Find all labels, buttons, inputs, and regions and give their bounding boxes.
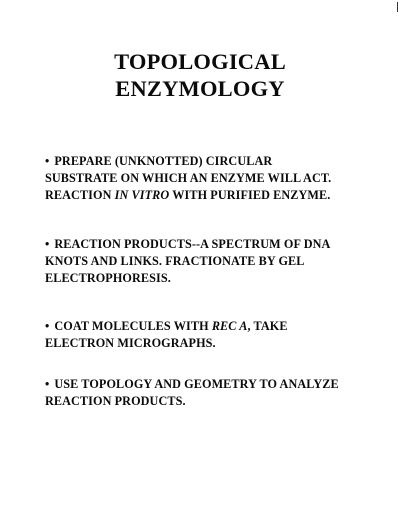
- bullet-item-prepare: [45, 153, 390, 204]
- bullet-item-reaction-products: [45, 236, 390, 287]
- title-line-1: TOPOLOGICAL: [114, 49, 286, 74]
- title-line-2: ENZYMOLOGY: [115, 76, 285, 101]
- bullet-2-line-3: ELECTROPHORESIS.: [45, 271, 171, 285]
- bullet-2-line-2: KNOTS AND LINKS. FRACTIONATE BY GEL: [45, 254, 305, 268]
- bullet-dot-icon: •: [45, 154, 50, 168]
- bullet-1-line-3-b: WITH PURIFIED ENZYME.: [169, 188, 331, 202]
- bullet-3-line-2: ELECTRON MICROGRAPHS.: [45, 336, 216, 350]
- page-title: [0, 48, 400, 102]
- bullet-3-line-1-italic: REC A: [211, 319, 248, 333]
- bullet-dot-icon: •: [45, 237, 50, 251]
- bullet-3-line-1-b: , TAKE: [247, 319, 288, 333]
- bullet-item-coat-molecules: [45, 318, 390, 352]
- bullet-4-line-2: REACTION PRODUCTS.: [45, 394, 186, 408]
- bullet-1-line-3-a: REACTION: [45, 188, 115, 202]
- bullet-2-line-1: REACTION PRODUCTS--A SPECTRUM OF DNA: [54, 237, 331, 251]
- bullet-dot-icon: •: [45, 377, 50, 391]
- bullet-item-topology-geometry: [45, 376, 390, 410]
- bullet-1-line-2: SUBSTRATE ON WHICH AN ENZYME WILL ACT.: [45, 171, 332, 185]
- bullet-3-line-1-a: COAT MOLECULES WITH: [54, 319, 212, 333]
- bullet-1-line-1: PREPARE (UNKNOTTED) CIRCULAR: [54, 154, 273, 168]
- bullet-4-line-1: USE TOPOLOGY AND GEOMETRY TO ANALYZE: [54, 377, 339, 391]
- scan-edge-mark: [397, 2, 398, 12]
- bullet-1-line-3-italic: IN VITRO: [114, 188, 170, 202]
- bullet-dot-icon: •: [45, 319, 50, 333]
